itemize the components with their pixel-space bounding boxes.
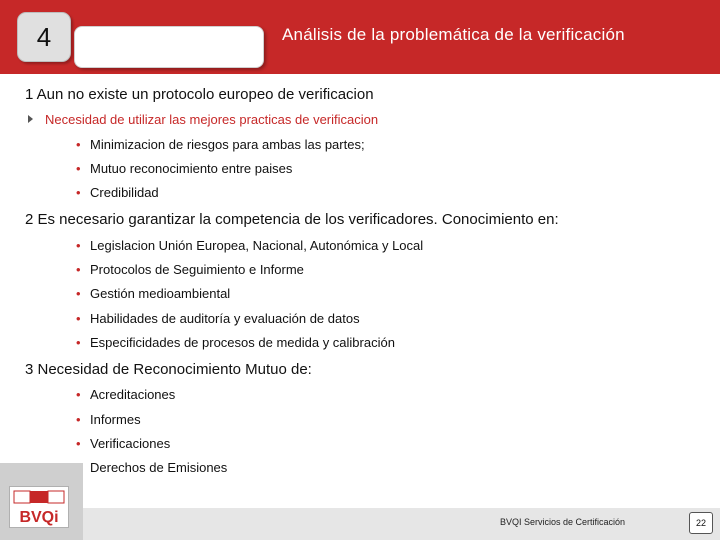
bullet-icon: • <box>76 412 81 427</box>
section-1-heading: 1 Aun no existe un protocolo europeo de verificacion <box>25 86 374 103</box>
triangle-bullet-icon <box>28 115 33 123</box>
list-item <box>76 286 230 301</box>
section-1-subheading <box>28 112 378 127</box>
subheading-text: Necesidad de utilizar las mejores practicas de verificacion <box>45 112 379 127</box>
list-item <box>76 412 141 427</box>
list-item-text: Gestión medioambiental <box>90 286 231 301</box>
list-item-text: Habilidades de auditoría y evaluación de datos <box>90 311 360 326</box>
list-item-text: Especificidades de procesos de medida y calibración <box>90 335 395 350</box>
section-3-heading: 3 Necesidad de Reconocimiento Mutuo de: <box>25 361 312 378</box>
list-item <box>76 460 227 475</box>
list-item <box>76 161 292 176</box>
footer-company: BVQI Servicios de Certificación <box>500 517 626 527</box>
list-item <box>76 387 175 402</box>
bullet-icon: • <box>76 335 81 350</box>
list-item <box>76 436 170 451</box>
list-item-text: Informes <box>90 412 141 427</box>
bullet-icon: • <box>76 137 81 152</box>
list-item-text: Legislacion Unión Europea, Nacional, Autonómica y Local <box>90 238 424 253</box>
list-item <box>76 335 395 350</box>
list-item <box>76 185 159 200</box>
list-item <box>76 137 365 152</box>
bullet-icon: • <box>76 161 81 176</box>
list-item-text: Acreditaciones <box>90 387 176 402</box>
list-item <box>76 238 423 253</box>
bullet-icon: • <box>76 185 81 200</box>
list-item-text: Mutuo reconocimiento entre paises <box>90 161 293 176</box>
page-number: 22 <box>689 512 713 534</box>
section-number: 4 <box>17 12 71 62</box>
bvqi-logo <box>9 486 69 528</box>
list-item <box>76 262 304 277</box>
list-item-text: Derechos de Emisiones <box>90 460 228 475</box>
bullet-icon: • <box>76 286 81 301</box>
bullet-icon: • <box>76 238 81 253</box>
list-item <box>76 311 360 326</box>
list-item-text: Minimizacion de riesgos para ambas las partes; <box>90 137 365 152</box>
bullet-icon: • <box>76 387 81 402</box>
logo-text: BVQi <box>19 509 59 526</box>
bullet-icon: • <box>76 436 81 451</box>
section-2-heading: 2 Es necesario garantizar la competencia de los verificadores. Conocimiento en: <box>25 211 559 228</box>
page-title: Análisis de la problemática de la verificación <box>282 25 625 44</box>
bullet-icon: • <box>76 311 81 326</box>
list-item-text: Verificaciones <box>90 436 171 451</box>
bvqi-logo-icon <box>10 487 68 527</box>
bullet-icon: • <box>76 262 81 277</box>
list-item-text: Credibilidad <box>90 185 159 200</box>
list-item-text: Protocolos de Seguimiento e Informe <box>90 262 304 277</box>
